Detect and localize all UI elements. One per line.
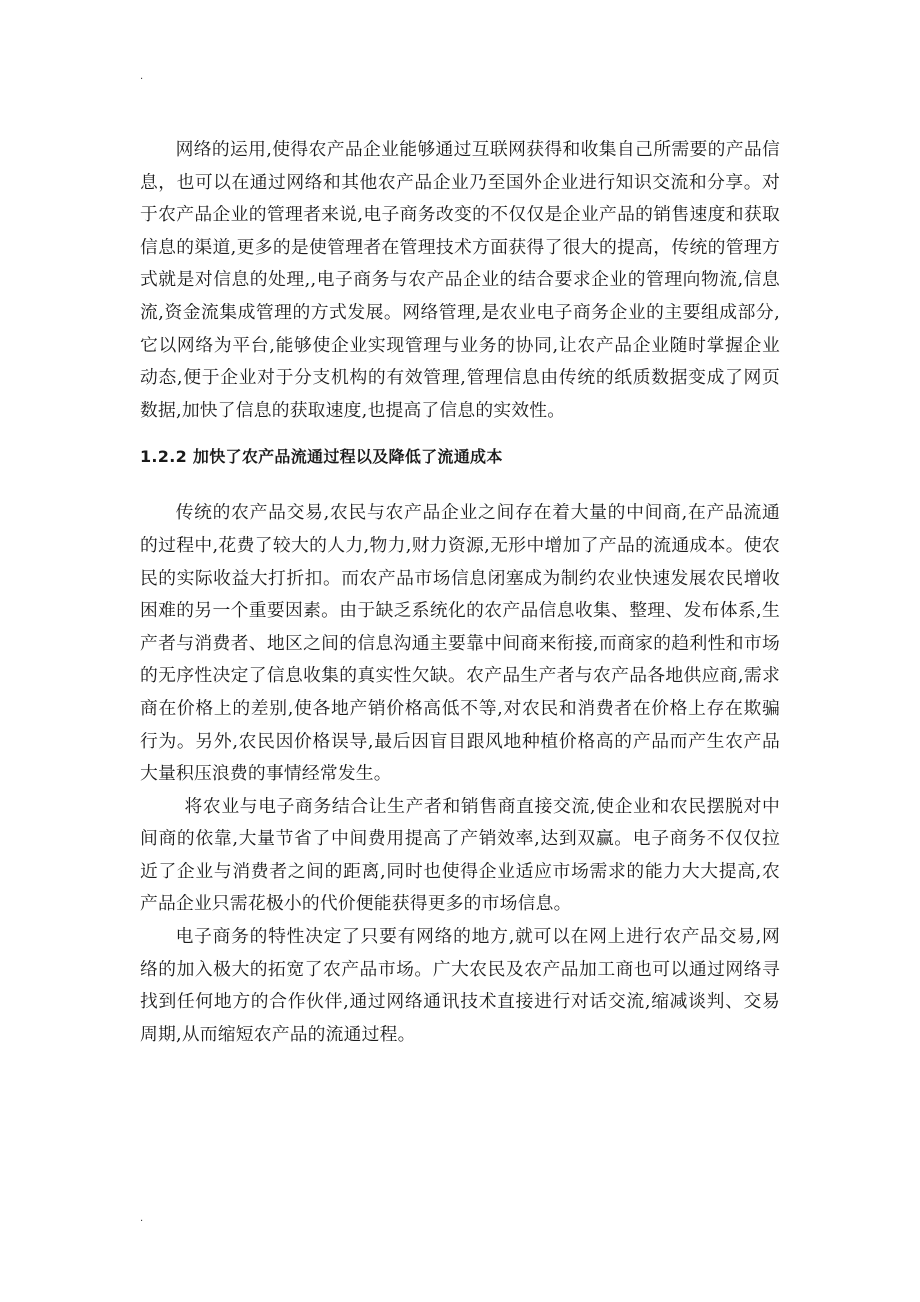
paragraph-direct-exchange: 将农业与电子商务结合让生产者和销售商直接交流,使企业和农民摆脱对中间商的依靠,大量节省了中间费用提高了产销效率,达到双赢。电子商务不仅仅拉近了企业与消费者之间的距离,同时也使得企业适应市场需求的能力大大提高,农产品企业只需花极小的代价便能获得更多的市场信息。	[140, 795, 780, 915]
top-page-mark: .	[140, 71, 144, 82]
paragraph-traditional-trade: 传统的农产品交易,农民与农产品企业之间存在着大量的中间商,在产品流通的过程中,花费了较大的人力,物力,财力资源,无形中增加了产品的流通成本。使农民的实际收益大打折扣。而农产品市场信息闭塞成为制约农业快速发展农民增收困难的另一个重要因素。由于缺乏系统化的农产品信息收集、整理、发布体系,生产者与消费者、地区之间的信息沟通主要靠中间商来衔接,而商家的趋利性和市场的无序性决定了信息收集的真实性欠缺。农产品生产者与农产品各地供应商,需求商在价格上的差别,使各地产销价格高低不等,对农民和消费者在价格上存在欺骗行为。另外,农民因价格误导,最后因盲目跟风地种植价格高的产品而产生农产品大量积压浪费的事情经常发生。	[140, 502, 780, 785]
document-body	[140, 134, 780, 1051]
paragraph-market-expansion: 电子商务的特性决定了只要有网络的地方,就可以在网上进行农产品交易,网络的加入极大的拓宽了农产品市场。广大农民及农产品加工商也可以通过网络寻找到任何地方的合作伙伴,通过网络通讯技术直接进行对话交流,缩减谈判、交易周期,从而缩短农产品的流通过程。	[140, 926, 780, 1045]
bottom-page-mark: .	[140, 1213, 144, 1224]
section-heading-1-2-2: 1.2.2 加快了农产品流通过程以及降低了流通成本	[140, 447, 503, 467]
paragraph-network-management: 网络的运用,使得农产品企业能够通过互联网获得和收集自己所需要的产品信息，也可以在通过网络和其他农产品企业乃至国外企业进行知识交流和分享。对于农产品企业的管理者来说,电子商务改变的不仅仅是企业产品的销售速度和获取信息的渠道,更多的是使管理者在管理技术方面获得了很大的提高，传统的管理方式就是对信息的处理,,电子商务与农产品企业的结合要求企业的管理向物流,信息流,资金流集成管理的方式发展。网络管理,是农业电子商务企业的主要组成部分,它以网络为平台,能够使企业实现管理与业务的协同,让农产品企业随时掌握企业动态,便于企业对于分支机构的有效管理,管理信息由传统的纸质数据变成了网页数据,加快了信息的获取速度,也提高了信息的实效性。	[140, 139, 780, 421]
